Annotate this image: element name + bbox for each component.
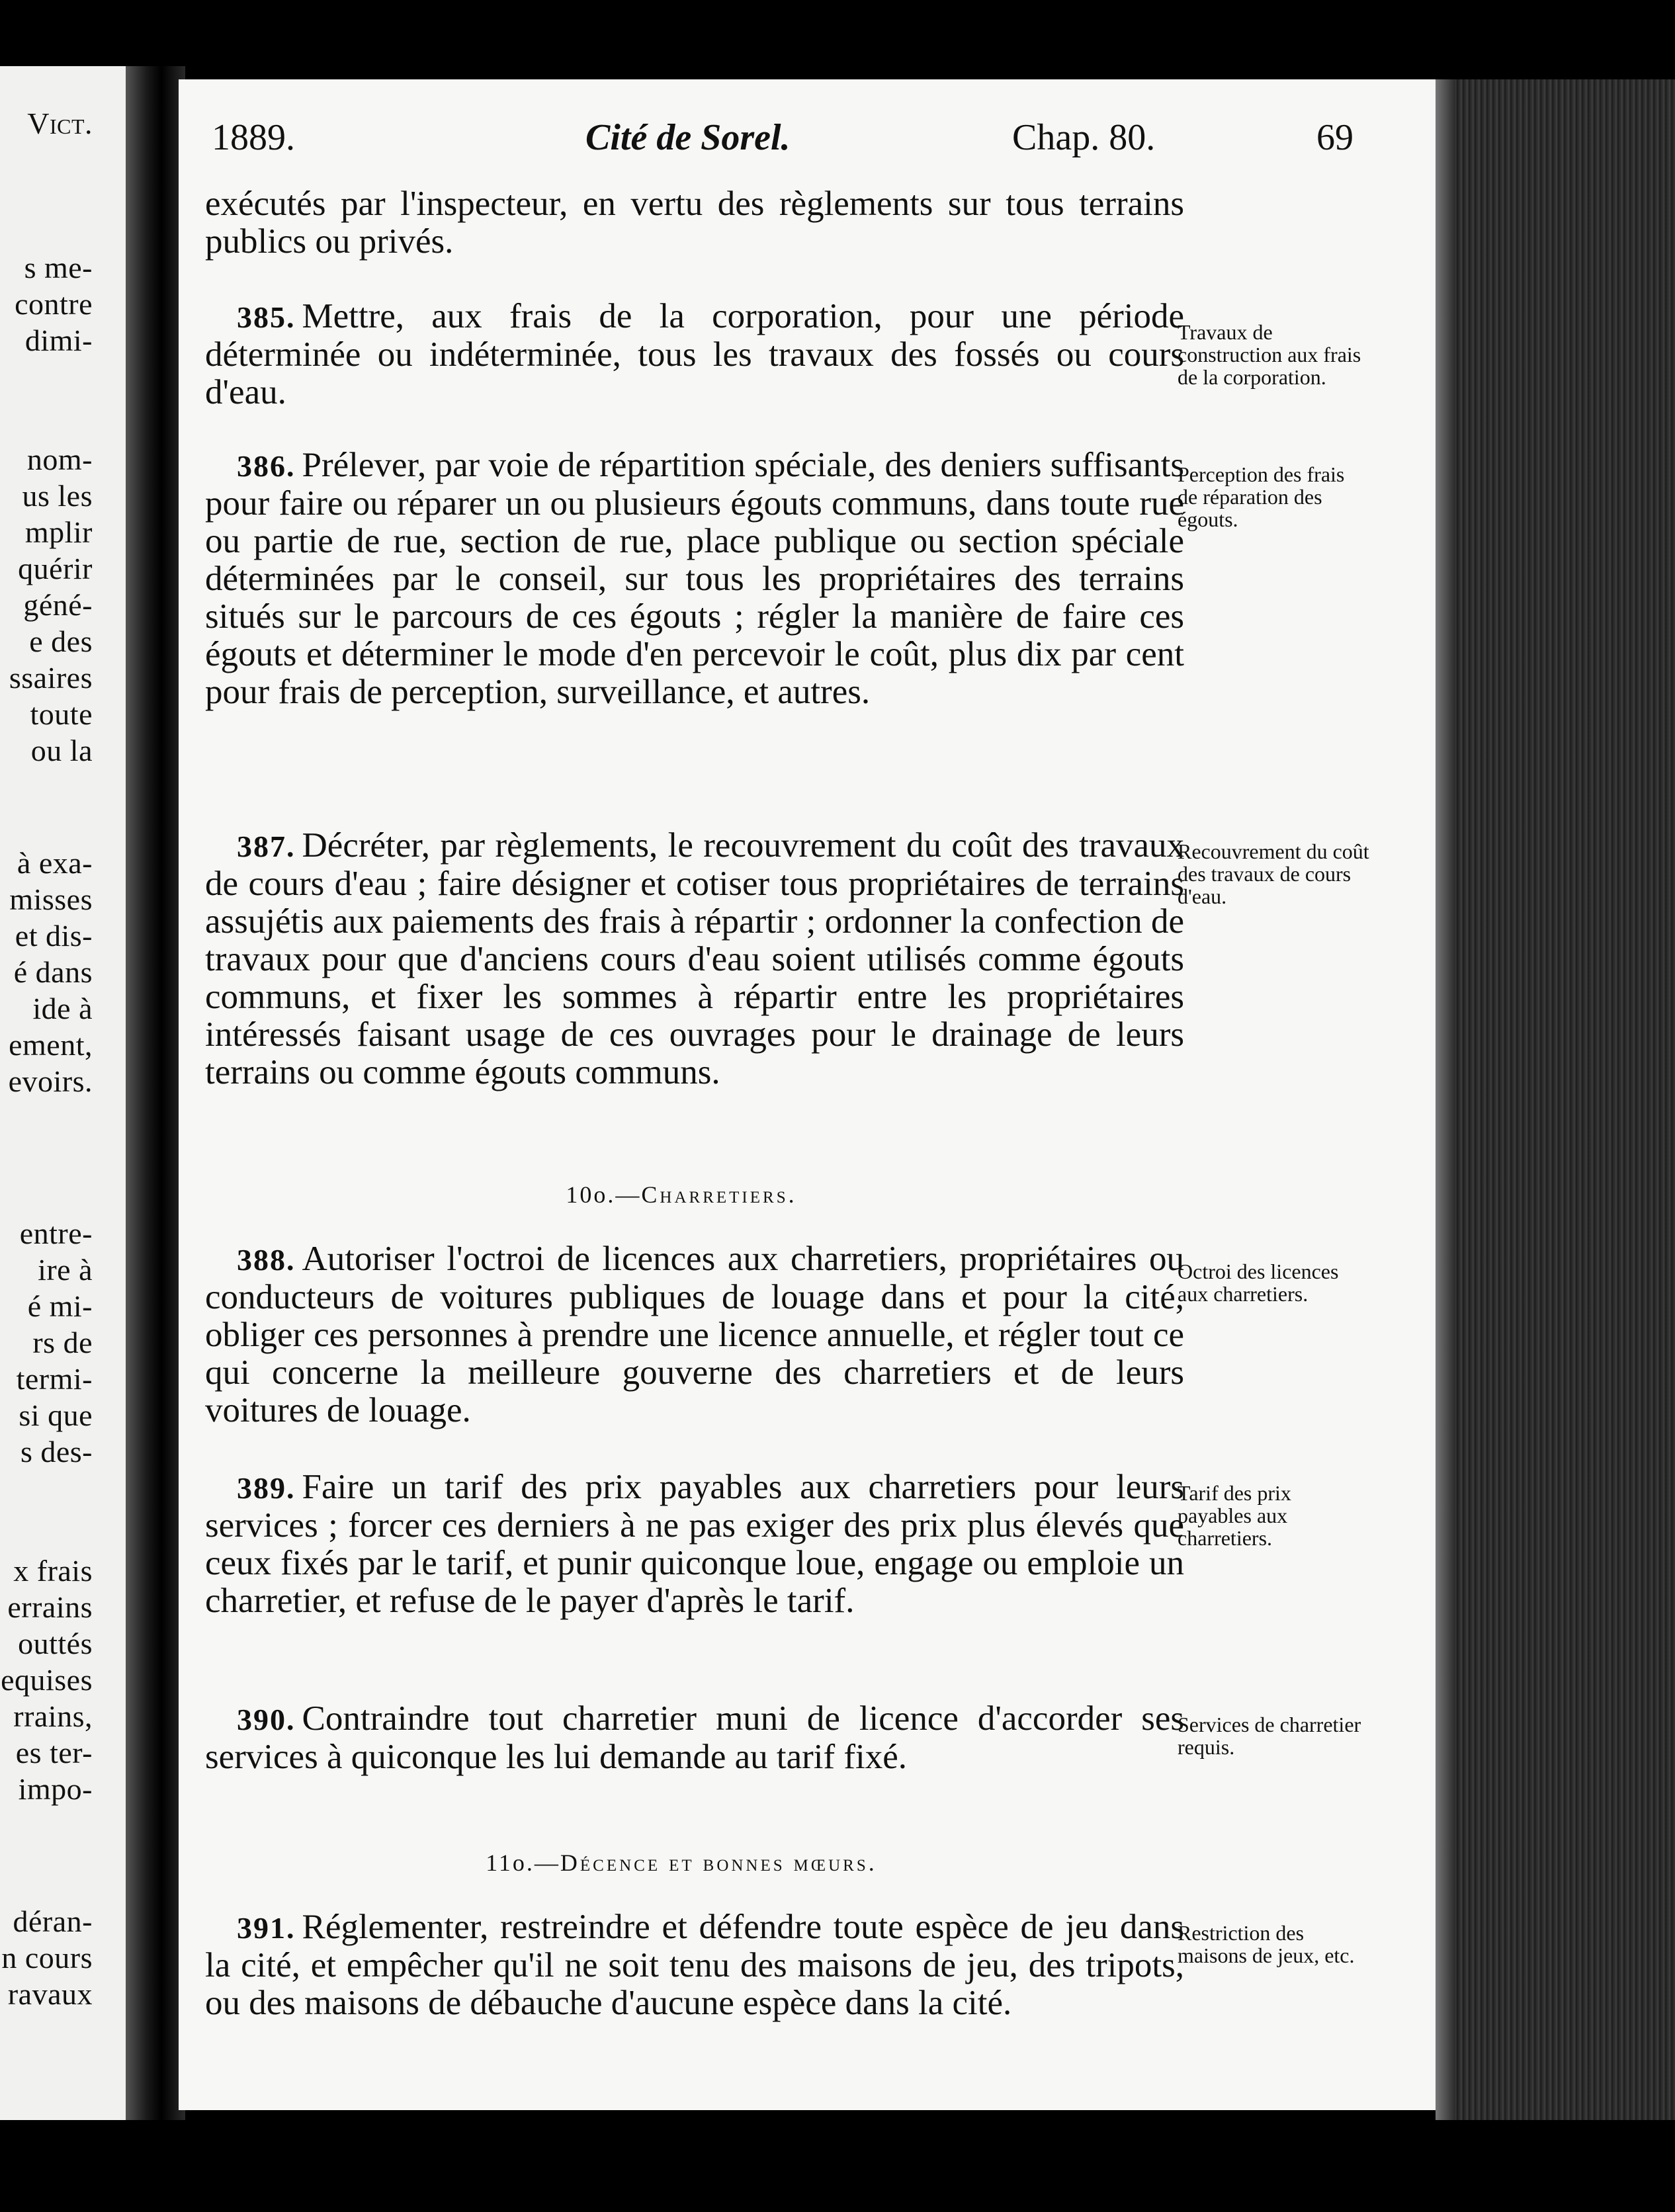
left-page-line: dimi- bbox=[24, 323, 93, 357]
page-edge-shadow bbox=[1436, 79, 1455, 2120]
section-text: Prélever, par voie de répartition spéciale, des deniers suffisants pour faire ou réparer un ou plusieurs égouts communs, dans toute rue ou partie de rue, section de rue, place publique ou section spéciale déterminées par le conseil, sur tous les propriétaires des terrains situés sur le parcours de ces égouts ; régler la manière de faire ces égouts et déterminer le mode d'en percevoir le coût, plus dix par cent pour frais de perception, surveillance, et autres. bbox=[205, 446, 1184, 711]
left-page-line: ire à bbox=[38, 1253, 93, 1287]
left-page-line: si que bbox=[19, 1398, 93, 1432]
section-number: 386. bbox=[237, 449, 296, 483]
section-text: Mettre, aux frais de la corporation, pour une période déterminée ou indéterminée, tous les travaux des fossés ou cours d'eau. bbox=[205, 297, 1184, 411]
section-386 bbox=[205, 447, 1184, 711]
section-388 bbox=[205, 1240, 1184, 1429]
page-number: 69 bbox=[1316, 117, 1353, 158]
left-page-line: termi- bbox=[16, 1362, 93, 1396]
margin-note-391: Restriction des maisons de jeux, etc. bbox=[1178, 1921, 1355, 1967]
left-page-line: evoirs. bbox=[8, 1064, 93, 1098]
section-number: 390. bbox=[237, 1703, 296, 1736]
section-heading-decence bbox=[179, 1849, 1184, 1877]
left-page-line: ement, bbox=[9, 1028, 93, 1062]
section-391 bbox=[205, 1908, 1184, 2022]
section-385 bbox=[205, 298, 1184, 411]
heading-ordinal: 10o.— bbox=[566, 1181, 642, 1208]
section-heading-charretiers bbox=[179, 1181, 1184, 1209]
scan-border-top bbox=[0, 0, 1675, 79]
left-page-line: us les bbox=[22, 479, 93, 513]
margin-note-387: Recouvrement du coût des travaux de cours d'eau. bbox=[1178, 839, 1369, 908]
left-page-line: contre bbox=[15, 287, 93, 321]
left-page-line: x frais bbox=[13, 1554, 93, 1588]
left-page-line: ravaux bbox=[7, 1977, 93, 2011]
left-page-line: ou la bbox=[30, 734, 93, 767]
margin-note-388: Octroi des licences aux charretiers. bbox=[1178, 1259, 1339, 1306]
left-page-line: mplir bbox=[24, 515, 93, 549]
left-page-line: outtés bbox=[18, 1627, 93, 1660]
left-page-line: e des bbox=[29, 624, 93, 658]
section-387 bbox=[205, 827, 1184, 1091]
book-gutter bbox=[126, 66, 185, 2120]
left-page-line: toute bbox=[30, 697, 93, 731]
left-page-line: géné- bbox=[23, 588, 93, 622]
section-number: 387. bbox=[237, 830, 296, 863]
left-page-line: s des- bbox=[20, 1435, 93, 1468]
left-page-line: ssaires bbox=[9, 661, 93, 695]
left-facing-page bbox=[0, 66, 126, 2120]
heading-label: Charretiers. bbox=[641, 1181, 797, 1208]
left-page-line: rs de bbox=[32, 1326, 93, 1359]
page-edges bbox=[1436, 79, 1675, 2120]
section-number: 391. bbox=[237, 1911, 296, 1945]
left-page-line: à exa- bbox=[17, 846, 93, 880]
left-page-line: s me- bbox=[24, 251, 93, 284]
left-page-line: entre- bbox=[19, 1216, 93, 1250]
left-page-line: ide à bbox=[32, 992, 93, 1025]
section-text: Faire un tarif des prix payables aux charretiers pour leurs services ; forcer ces derniers à ne pas exiger des prix plus élevés que ceux fixés par le tarif, et punir quiconque loue, engage ou emploie un charretier, et refuse de le payer d'après le tarif. bbox=[205, 1468, 1184, 1620]
left-page-line: é mi- bbox=[27, 1289, 93, 1323]
section-390 bbox=[205, 1700, 1184, 1776]
section-389 bbox=[205, 1468, 1184, 1620]
section-text: Réglementer, restreindre et défendre toute espèce de jeu dans la cité, et empêcher qu'il ne soit tenu des maisons de jeu, des tripots, ou des maisons de débauche d'aucune espèce dans la cité. bbox=[205, 1908, 1184, 2022]
left-page-line: equises bbox=[1, 1663, 93, 1697]
heading-label: Décence et bonnes mœurs. bbox=[560, 1850, 877, 1876]
book-page bbox=[179, 79, 1436, 2110]
heading-ordinal: 11o.— bbox=[486, 1850, 560, 1876]
section-number: 389. bbox=[237, 1471, 296, 1505]
running-head-title: Cité de Sorel. bbox=[585, 117, 791, 158]
left-page-line: impo- bbox=[18, 1772, 93, 1806]
left-page-line: é dans bbox=[13, 955, 93, 989]
left-page-line: nom- bbox=[26, 443, 93, 476]
scan-border-bottom bbox=[0, 2120, 1675, 2212]
section-text: Autoriser l'octroi de licences aux charretiers, propriétaires ou conducteurs de voitures publiques de louage dans et pour la cité, obliger ces personnes à prendre une licence annuelle, et régler tout ce qui concerne la meilleure gouverne des charretiers et de leurs voitures de louage. bbox=[205, 1240, 1184, 1429]
left-page-line: quérir bbox=[18, 552, 93, 585]
section-text: Contraindre tout charretier muni de licence d'accorder ses services à quiconque les lui demande au tarif fixé. bbox=[205, 1699, 1184, 1776]
section-number: 385. bbox=[237, 300, 296, 334]
section-text: Décréter, par règlements, le recouvrement du coût des travaux de cours d'eau ; faire désigner et cotiser tous propriétaires de terrains assujétis aux paiements des frais à répartir ; ordonner la confection de travaux pour que d'anciens cours d'eau soient utilisés comme égouts communs, et fixer les sommes à répartir entre les propriétaires intéressés faisant usage de ces ouvrages pour le drainage de leurs terrains ou comme égouts communs. bbox=[205, 826, 1184, 1091]
margin-note-390: Services de charretier requis. bbox=[1178, 1713, 1361, 1759]
running-head-year: 1889. bbox=[212, 117, 295, 158]
margin-note-389: Tarif des prix payables aux charretiers. bbox=[1178, 1481, 1291, 1550]
margin-note-386: Perception des frais de réparation des égouts. bbox=[1178, 462, 1345, 531]
left-page-line: Vict. bbox=[27, 106, 93, 140]
running-head-chapter: Chap. 80. bbox=[1012, 117, 1156, 158]
left-page-line: déran- bbox=[13, 1904, 93, 1938]
continuation-paragraph: exécutés par l'inspecteur, en vertu des règlements sur tous terrains publics ou privés. bbox=[205, 185, 1184, 261]
left-page-line: errains bbox=[7, 1590, 93, 1624]
left-page-line: et dis- bbox=[15, 919, 93, 953]
left-page-line: es ter- bbox=[15, 1736, 93, 1769]
section-number: 388. bbox=[237, 1243, 296, 1277]
left-page-line: n cours bbox=[1, 1941, 93, 1975]
margin-note-385: Travaux de construction aux frais de la corporation. bbox=[1178, 320, 1361, 389]
left-page-line: misses bbox=[9, 882, 93, 916]
left-page-line: rrains, bbox=[13, 1699, 93, 1733]
